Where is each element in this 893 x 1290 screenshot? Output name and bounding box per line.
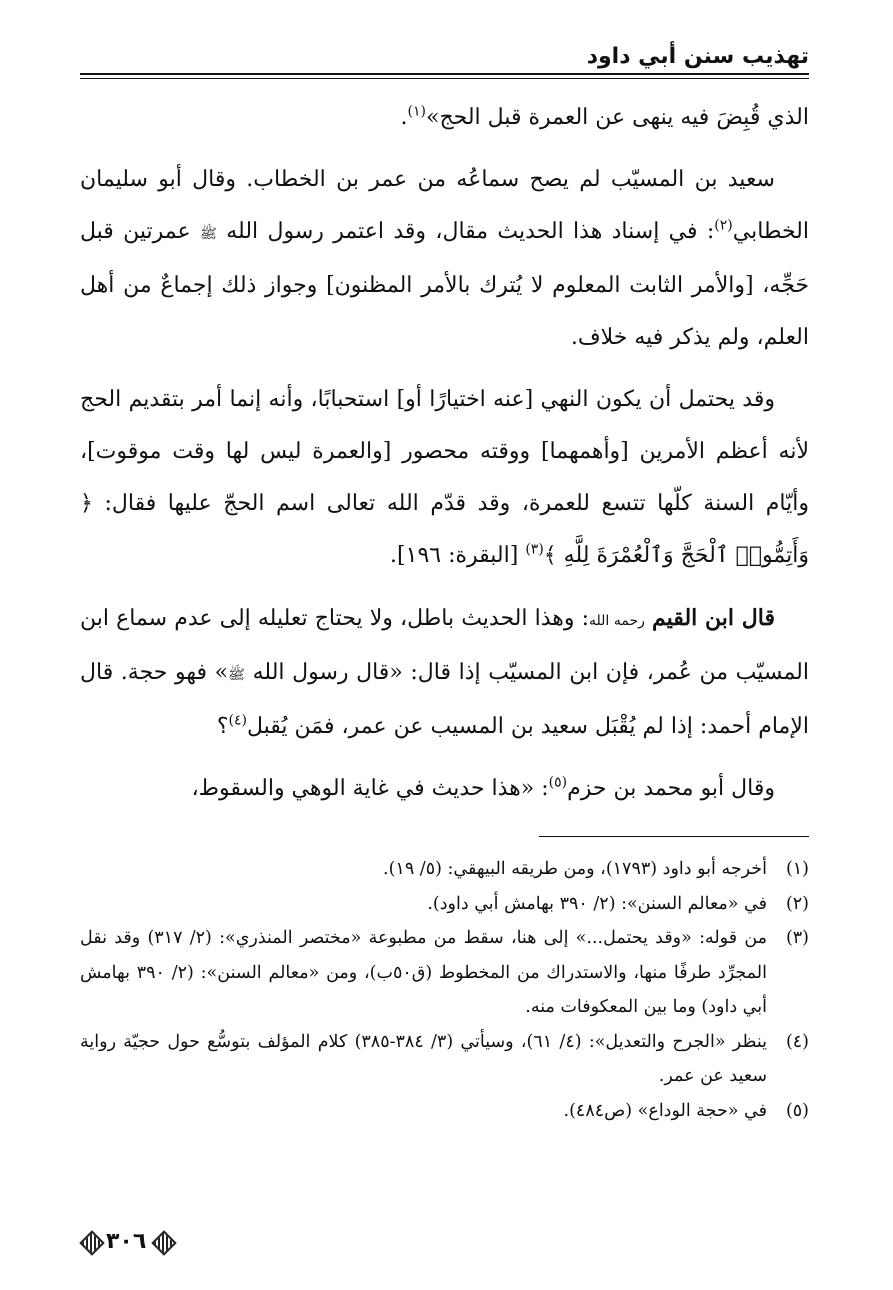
footnote-number: (٣)	[785, 928, 809, 948]
footnote-number: (١)	[785, 859, 809, 879]
surah-citation: [البقرة: ١٩٦].	[390, 543, 519, 568]
footnote-separator	[539, 836, 809, 837]
running-header	[80, 42, 809, 78]
footnote-number: (٢)	[785, 893, 809, 914]
paragraph-5	[80, 763, 809, 815]
salawat-honorific: ﷺ	[200, 226, 217, 242]
quran-verse: ﴿ وَأَتِمُّوا۟ ٱلْحَجَّ وَٱلْعُمْرَةَ لِلَّهِ ﴾	[80, 491, 809, 568]
header-rule-thin	[80, 78, 809, 79]
p1-end: .	[400, 105, 408, 130]
p2-text-a: سعيد بن المسيّب لم يصح سماعُه من عمر بن الخطاب. وقال أبو سليمان الخطابي	[80, 167, 809, 244]
p2-text-b: : في إسناد هذا الحديث مقال، وقد اعتمر رسول الله	[226, 219, 715, 244]
paragraph-3	[80, 374, 809, 582]
paragraph-1	[80, 92, 809, 144]
p2-text-c: عمرتين قبل حَجِّه، [والأمر الثابت المعلوم لا يُترك بالأمر المظنون] وجواز ذلك إجماعٌ من أهل العلم، ولم يذكر فيه خلاف.	[80, 219, 809, 350]
p4-end: ؟	[216, 714, 229, 739]
footnote-ref-1[interactable]: (١)	[407, 103, 426, 120]
rahimahullah-honorific: رحمه الله	[589, 613, 645, 629]
footnote-2	[80, 887, 809, 922]
p5-text-b: : «هذا حديث في غاية الوهي والسقوط،	[191, 776, 549, 801]
p4-text-b: » فهو حجة. قال الإمام أحمد: إذا لم يُقْبَل سعيد بن المسيب عن عمر، فمَن يُقبل	[80, 660, 809, 739]
footnote-1	[80, 852, 809, 887]
footnote-ref-5[interactable]: (٥)	[548, 774, 568, 791]
p4-text-a: : وهذا الحديث باطل، ولا يحتاج تعليله إلى عدم سماع ابن المسيّب من عُمر، فإن ابن المسيّب إذا قال: «قال رسول الله	[80, 606, 809, 685]
header-rule-thick	[80, 73, 809, 75]
p3-text-a: وقد يحتمل أن يكون النهي [عنه اختيارًا أو] استحبابًا، وأنه إنما أمر بتقديم الحج لأنه أعظم الأمرين [وأهمهما] ووقته محصور [والعمرة ليس لها وقت موقوت]، وأيّام السنة كلّها تتسع للعمرة، وقد قدّم الله تعالى اسم الحجّ عليها فقال:	[80, 387, 809, 516]
footnote-text: أخرجه أبو داود (١٧٩٣)، ومن طريقه البيهقي: (٥/ ١٩).	[383, 859, 767, 879]
footnote-text: من قوله: «وقد يحتمل...» إلى هنا، سقط من مطبوعة «مختصر المنذري»: (٢/ ٣١٧) وقد نقل المجرِّد طرفًا منها، والاستدراك من المخطوط (ق٥٠ب)، ومن «معالم السنن»: (٢/ ٣٩٠ بهامش أبي داود) وما بين المعكوفات منه.	[80, 928, 768, 1017]
author-lead: قال ابن القيم	[652, 605, 776, 631]
footnote-ref-4[interactable]: (٤)	[228, 712, 247, 729]
footnote-4	[80, 1025, 809, 1094]
footnote-text: في «معالم السنن»: (٢/ ٣٩٠ بهامش أبي داود).	[427, 893, 767, 914]
footnote-ref-3[interactable]: (٣)	[525, 541, 544, 558]
footnote-number: (٤)	[785, 1031, 809, 1052]
page-number: ٣٠٦	[106, 1228, 147, 1254]
p5-text-a: وقال أبو محمد بن حزم	[567, 776, 775, 801]
diamond-ornament-icon	[80, 1231, 100, 1251]
page-folio	[80, 1226, 172, 1256]
salawat-honorific-2: ﷺ	[228, 667, 245, 683]
main-text	[80, 92, 809, 825]
p1-text: الذي قُبِضَ فيه ينهى عن العمرة قبل الحج»	[425, 105, 809, 130]
footnote-ref-2[interactable]: (٢)	[714, 217, 733, 234]
footnote-3	[80, 921, 809, 1025]
footnote-text: ينظر «الجرح والتعديل»: (٤/ ٦١)، وسيأتي (٣/ ٣٨٤-٣٨٥) كلام المؤلف بتوسُّع حول حجيّة رواية سعيد عن عمر.	[80, 1031, 767, 1086]
paragraph-2	[80, 154, 809, 364]
footnote-text: في «حجة الوداع» (ص٤٨٤).	[563, 1100, 767, 1121]
diamond-ornament-icon	[152, 1231, 172, 1251]
footnote-5	[80, 1094, 809, 1129]
footnotes	[80, 852, 809, 1128]
footnote-number: (٥)	[785, 1100, 809, 1121]
paragraph-4	[80, 592, 809, 753]
running-title: تهذيب سنن أبي داود	[586, 44, 809, 69]
